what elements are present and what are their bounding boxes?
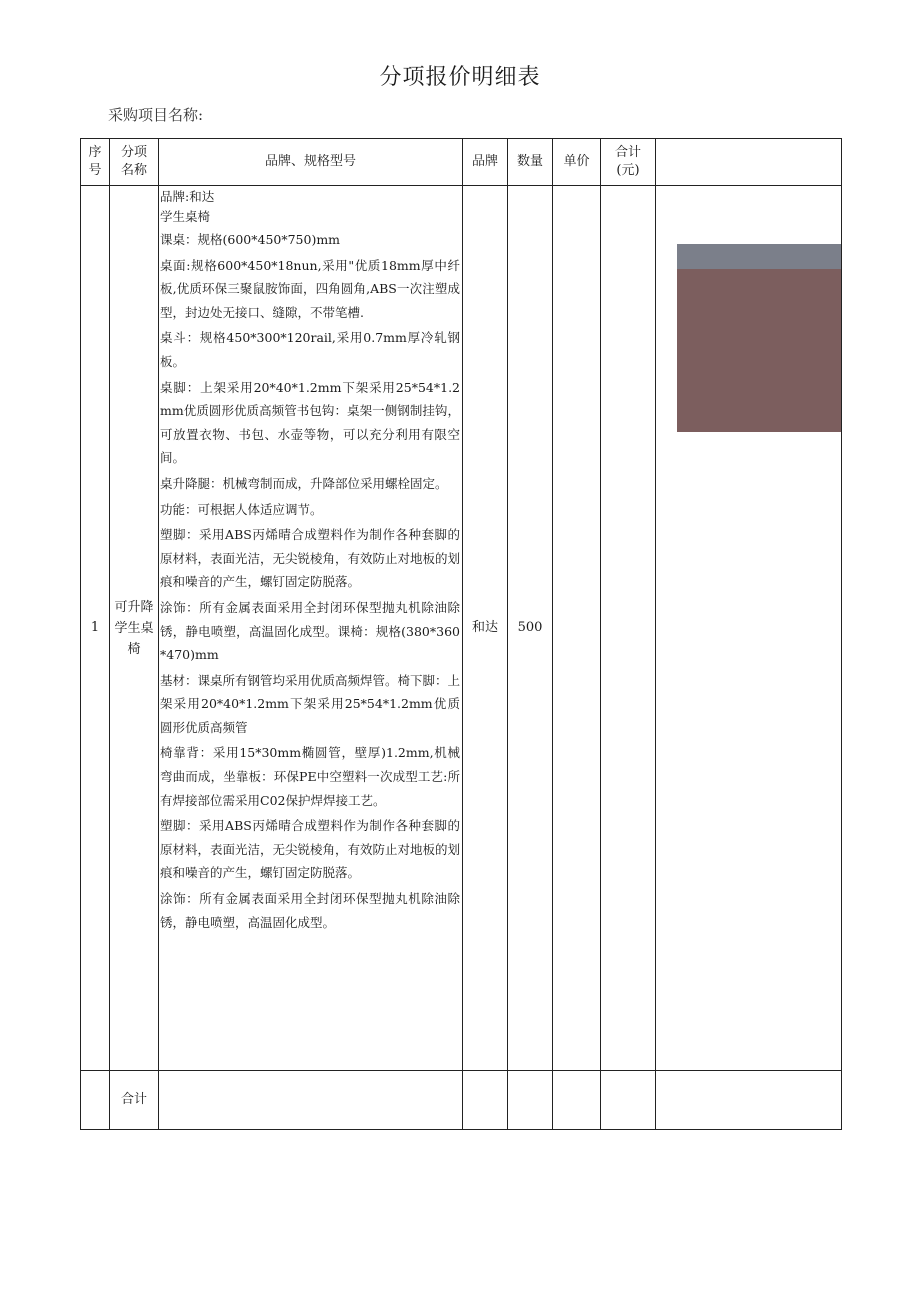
header-seq: 序 号: [81, 139, 110, 186]
header-spec: 品牌、规格型号: [159, 139, 463, 186]
project-name-label: 采购项目名称:: [108, 106, 204, 124]
spec-line: 课桌：规格(600*450*750)mm: [160, 232, 341, 247]
total-quantity: [508, 1071, 553, 1130]
spec-line: 功能：可根据人体适应调节。: [160, 501, 323, 517]
spec-line: 塑脚：采用ABS丙烯晴合成塑料作为制作各种套脚的原材料，表面光洁，无尖锐棱角，有效防止对地板的划痕和噪音的产生，螺钉固定防脱落。: [160, 818, 461, 881]
header-item-name: 分项 名称: [110, 139, 159, 186]
row-item-name: 可升降学生桌椅: [110, 186, 159, 1071]
header-quantity: 数量: [508, 139, 553, 186]
total-seq: [81, 1071, 110, 1130]
spec-line: 涂饰：所有金属表面采用全封闭环保型抛丸机除油除锈，静电喷塑，高温固化成型。课椅：规格(380*360*470)mm: [160, 599, 460, 663]
total-brand: [463, 1071, 508, 1130]
row-brand: 和达: [463, 186, 508, 1071]
spec-line: 桌脚：上架采用20*40*1.2mm下架采用25*54*1.2mm优质圆形优质高频管书包钩：桌架一侧钢制挂钩，可放置衣物、书包、水壶等物，可以充分利用有限空间。: [160, 379, 460, 466]
spec-line: 桌升降腿：机械弯制而成，升降部位采用螺栓固定。: [160, 475, 448, 491]
spec-line: 桌面:规格600*450*18nun,采用"优质18mm厚中纤板,优质环保三聚鼠胺饰面，四角圆角,ABS一次注塑成型，封边处无接口、缝隙，不带笔槽.: [160, 257, 460, 320]
spec-line: 椅靠背：采用15*30mm椭圆管，壁厚)1.2mm,机械弯曲而成，坐靠板：环保PE中空塑料一次成型工艺:所有焊接部位需采用C02保护焊焊接工艺。: [160, 745, 460, 808]
spec-item: 学生桌椅: [160, 209, 211, 224]
row-seq: 1: [81, 186, 110, 1071]
row-total: [601, 186, 656, 1071]
quote-table: [80, 138, 842, 1130]
header-image: [656, 139, 842, 186]
spec-line: 涂饰：所有金属表面采用全封闭环保型抛丸机除油除锈，静电喷塑，高温固化成型。: [160, 891, 460, 930]
spec-line: 基材：课桌所有钢管均采用优质高频焊管。椅下脚：上架采用20*40*1.2mm下架采用25*54*1.2mm优质圆形优质高频管: [160, 672, 461, 735]
header-total: 合计 (元): [601, 139, 656, 186]
spec-brand: 品牌:和达: [160, 189, 215, 204]
row-spec: [159, 186, 463, 1071]
total-spec: [159, 1071, 463, 1130]
total-image: [656, 1071, 842, 1130]
spec-line: 桌斗：规格450*300*120rail,采用0.7mm厚冷轧钢板。: [160, 330, 460, 369]
total-amount: [601, 1071, 656, 1130]
total-label: 合计: [110, 1071, 159, 1130]
header-unit-price: 单价: [553, 139, 601, 186]
table-row: [81, 186, 842, 1071]
row-quantity: 500: [508, 186, 553, 1071]
header-brand: 品牌: [463, 139, 508, 186]
spec-line: 塑脚：采用ABS丙烯晴合成塑料作为制作各种套脚的原材料，表面光洁，无尖锐棱角，有效防止对地板的划痕和噪音的产生，螺钉固定防脱落。: [160, 527, 461, 590]
total-row: [81, 1071, 842, 1130]
product-photo-body: [677, 269, 841, 432]
table-header-row: [81, 139, 842, 186]
page-title: 分项报价明细表: [379, 65, 541, 90]
product-photo: [677, 244, 841, 432]
row-unit-price: [553, 186, 601, 1071]
row-image-cell: [656, 186, 842, 1071]
product-photo-top-band: [677, 244, 841, 269]
total-unit-price: [553, 1071, 601, 1130]
